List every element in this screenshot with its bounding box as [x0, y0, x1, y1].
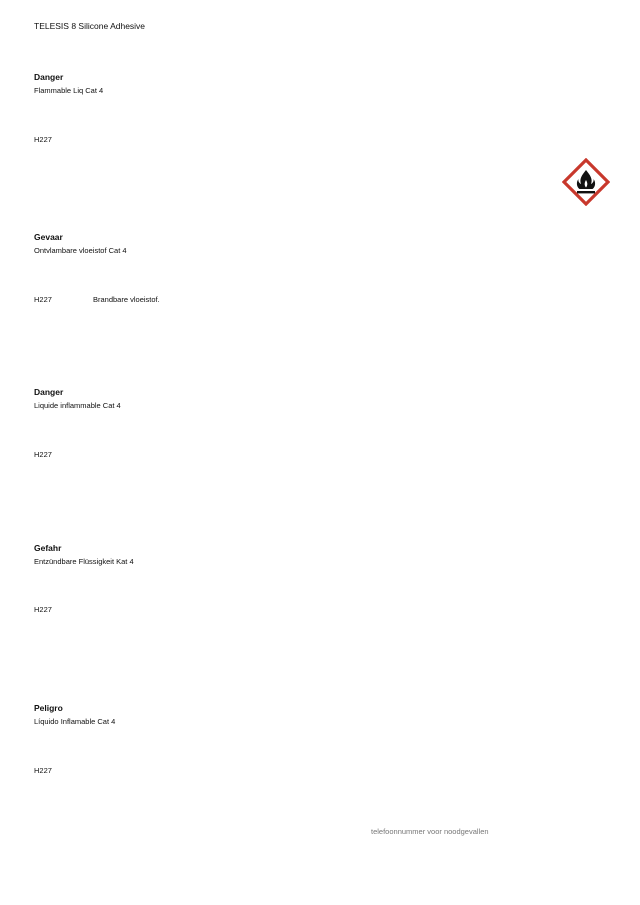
hazard-code: H227: [34, 295, 52, 304]
hazard-classification: Ontvlambare vloeistof Cat 4: [34, 246, 127, 255]
signal-word: Gevaar: [34, 232, 63, 242]
signal-word: Danger: [34, 387, 64, 397]
hazard-code: H227: [34, 135, 52, 144]
hazard-code: H227: [34, 605, 52, 614]
signal-word: Danger: [34, 72, 64, 82]
hazard-classification: Liquide inflammable Cat 4: [34, 401, 121, 410]
hazard-classification: Entzündbare Flüssigkeit Kat 4: [34, 557, 134, 566]
signal-word: Gefahr: [34, 543, 62, 553]
hazard-code: H227: [34, 766, 52, 775]
emergency-phone-label: telefoonnummer voor noodgevallen: [371, 827, 489, 836]
hazard-classification: Flammable Liq Cat 4: [34, 86, 104, 95]
hazard-classification: Líquido Inflamable Cat 4: [34, 717, 116, 726]
flame-pictogram-icon: [562, 158, 610, 206]
hazard-statement: Brandbare vloeistof.: [93, 295, 160, 304]
signal-word: Peligro: [34, 703, 63, 713]
document-title: TELESIS 8 Silicone Adhesive: [34, 21, 146, 31]
hazard-code: H227: [34, 450, 52, 459]
